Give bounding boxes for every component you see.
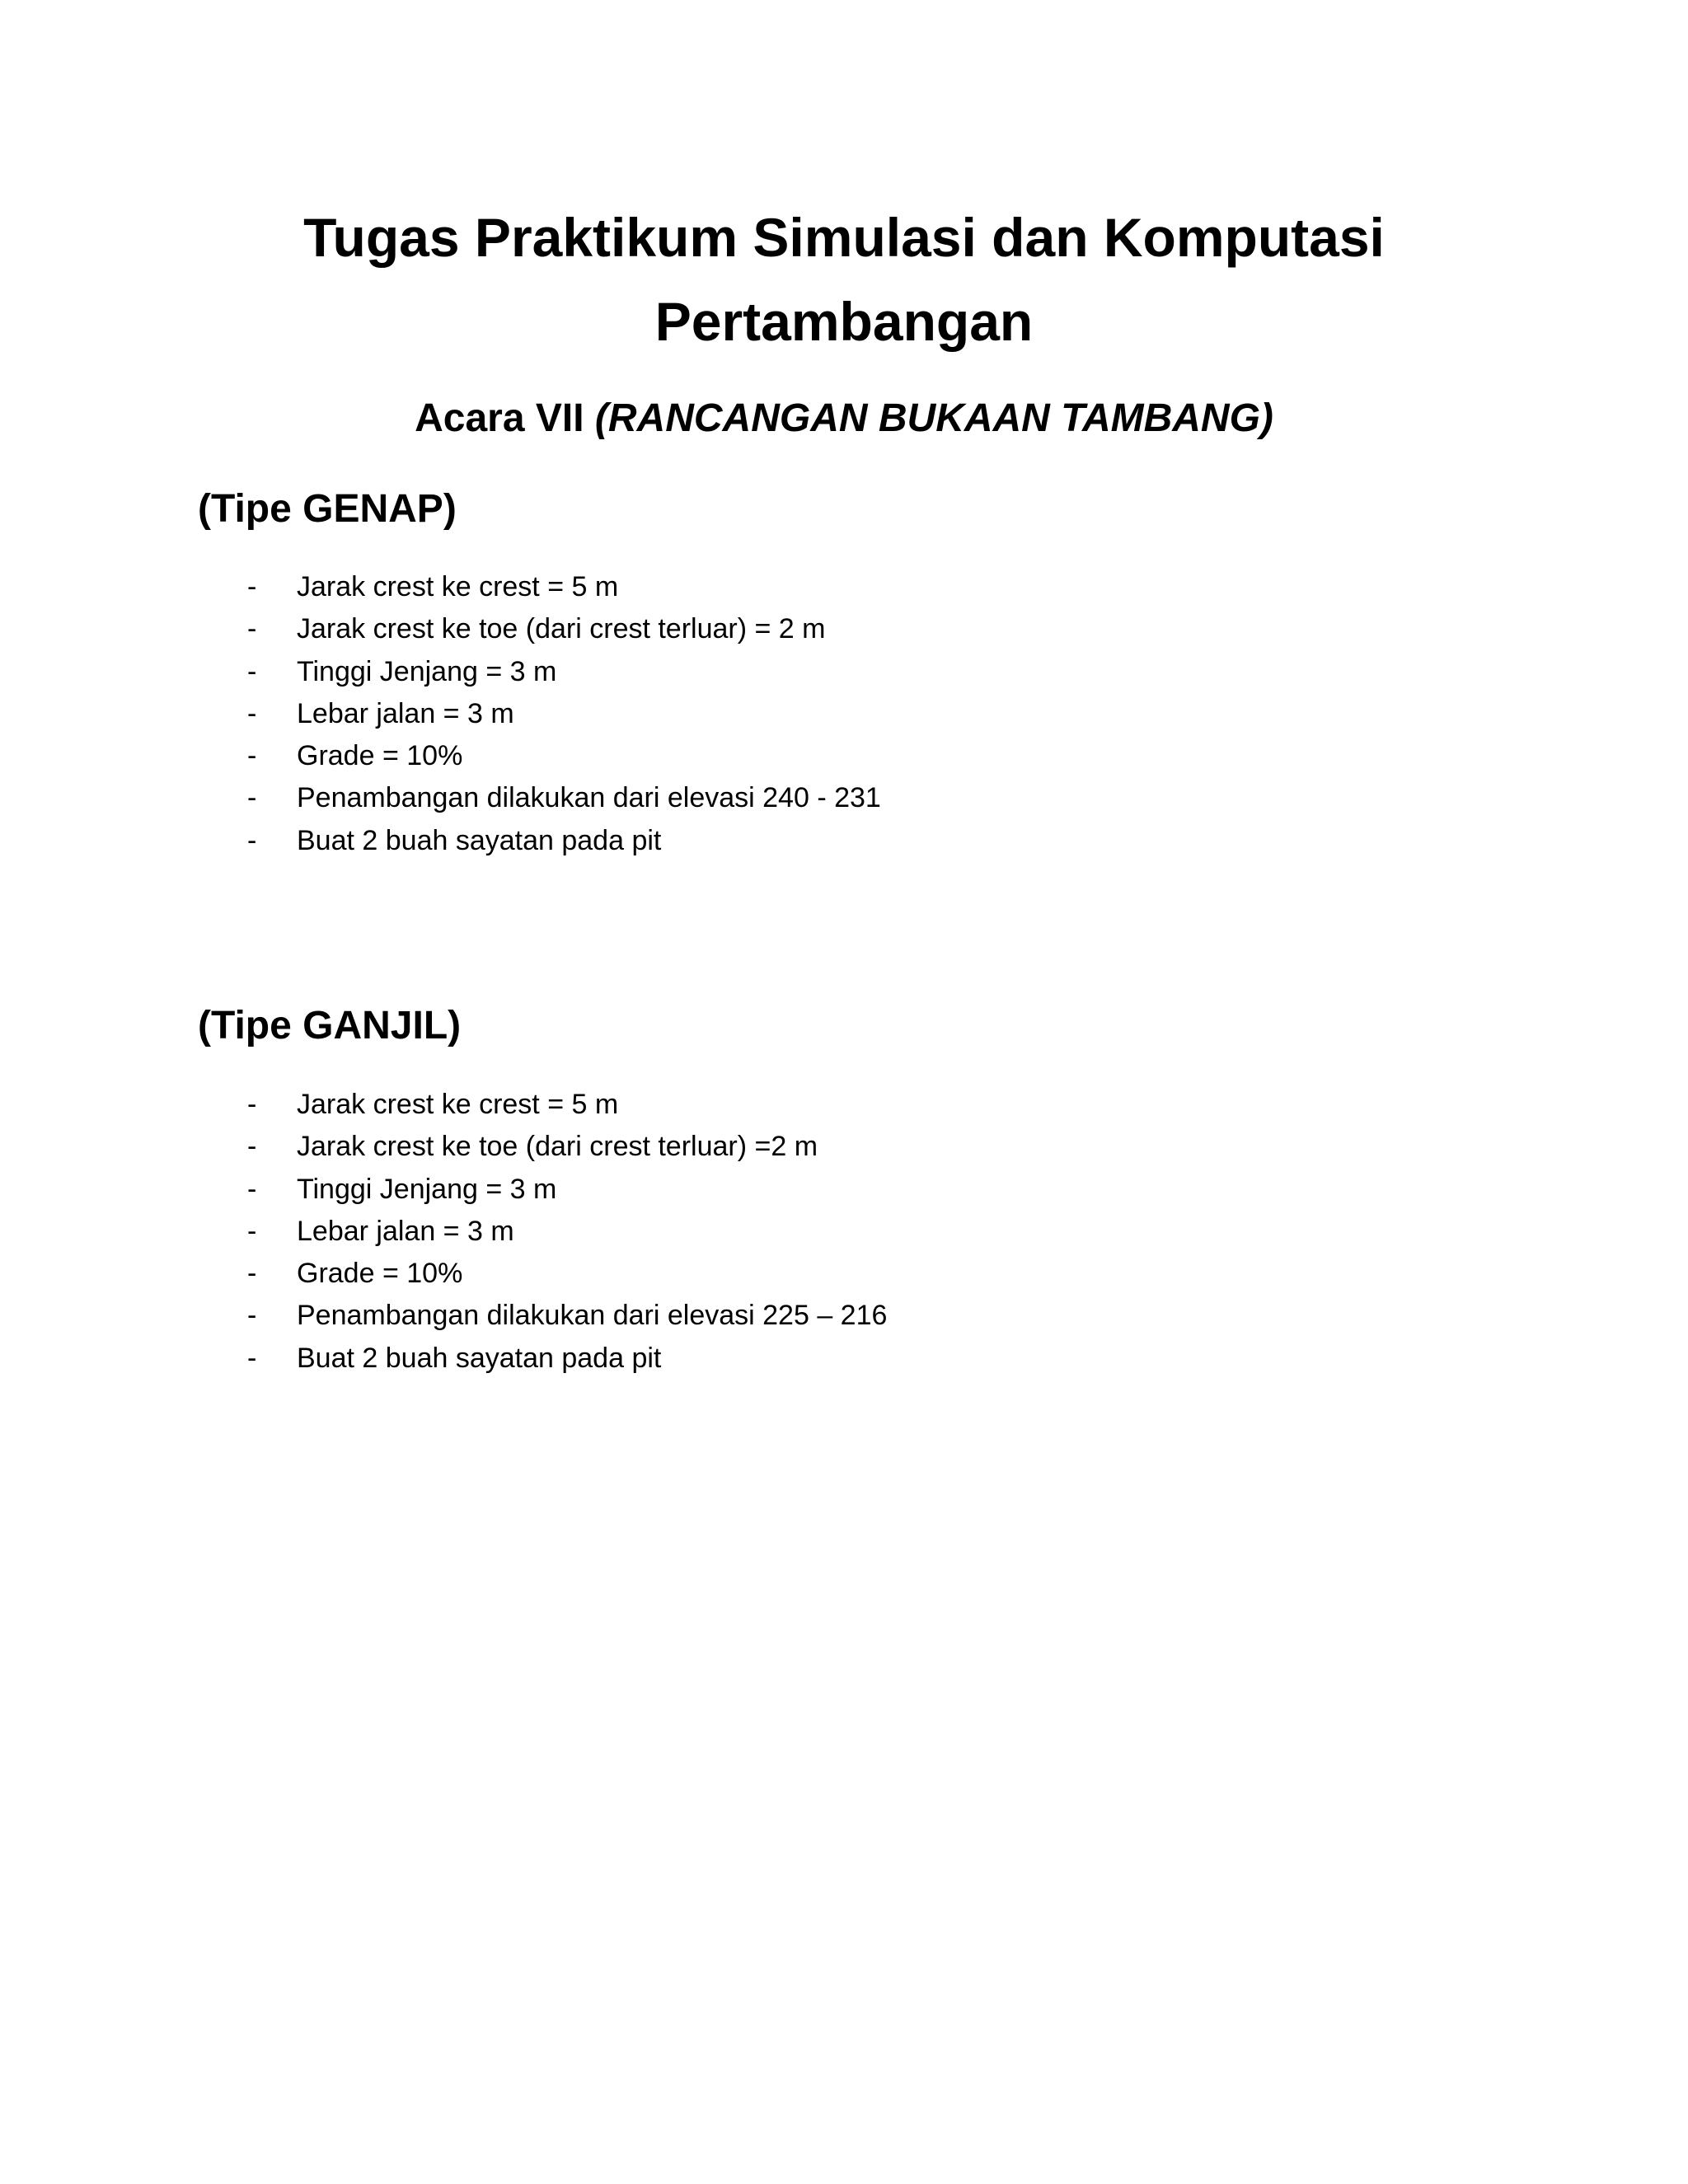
list-item-text: Buat 2 buah sayatan pada pit: [297, 1342, 662, 1374]
list-item-text: Penambangan dilakukan dari elevasi 240 - 231: [297, 782, 881, 814]
bullet-dash: -: [247, 1258, 257, 1290]
list-item-text: Grade = 10%: [297, 740, 463, 772]
bullet-dash: -: [247, 1215, 257, 1247]
bullet-dash: -: [247, 613, 257, 645]
list-item-text: Buat 2 buah sayatan pada pit: [297, 824, 662, 856]
list-item-text: Jarak crest ke crest = 5 m: [297, 571, 619, 602]
document-title-line-2: Pertambangan: [654, 291, 1034, 352]
subtitle-prefix: Acara VII: [415, 396, 584, 440]
bullet-dash: -: [247, 1342, 257, 1374]
bullet-dash: -: [247, 1131, 257, 1163]
list-item-text: Jarak crest ke toe (dari crest terluar) = 2 m: [297, 613, 826, 645]
bullet-dash: -: [247, 782, 257, 814]
list-item-text: Penambangan dilakukan dari elevasi 225 – 216: [297, 1300, 888, 1332]
bullet-dash: -: [247, 1173, 257, 1205]
list-item-text: Lebar jalan = 3 m: [297, 697, 514, 729]
bullet-dash: -: [247, 655, 257, 687]
subtitle-italic: (RANCANGAN BUKAAN TAMBANG): [594, 396, 1273, 440]
bullet-dash: -: [247, 571, 257, 602]
list-item-text: Grade = 10%: [297, 1258, 463, 1290]
bullet-dash: -: [247, 1300, 257, 1332]
list-item-text: Jarak crest ke crest = 5 m: [297, 1089, 619, 1120]
list-item-text: Tinggi Jenjang = 3 m: [297, 1173, 557, 1205]
bullet-dash: -: [247, 1089, 257, 1120]
document-title-line-1: Tugas Praktikum Simulasi dan Komputasi: [303, 207, 1385, 268]
list-item-text: Lebar jalan = 3 m: [297, 1215, 514, 1247]
section-heading-genap: (Tipe GENAP): [198, 487, 457, 531]
list-item-text: Tinggi Jenjang = 3 m: [297, 655, 557, 687]
bullet-dash: -: [247, 740, 257, 772]
bullet-dash: -: [247, 824, 257, 856]
bullet-dash: -: [247, 697, 257, 729]
list-item-text: Jarak crest ke toe (dari crest terluar) =2 m: [297, 1131, 818, 1163]
section-heading-ganjil: (Tipe GANJIL): [198, 1004, 462, 1047]
document-subtitle: [0, 394, 1688, 443]
